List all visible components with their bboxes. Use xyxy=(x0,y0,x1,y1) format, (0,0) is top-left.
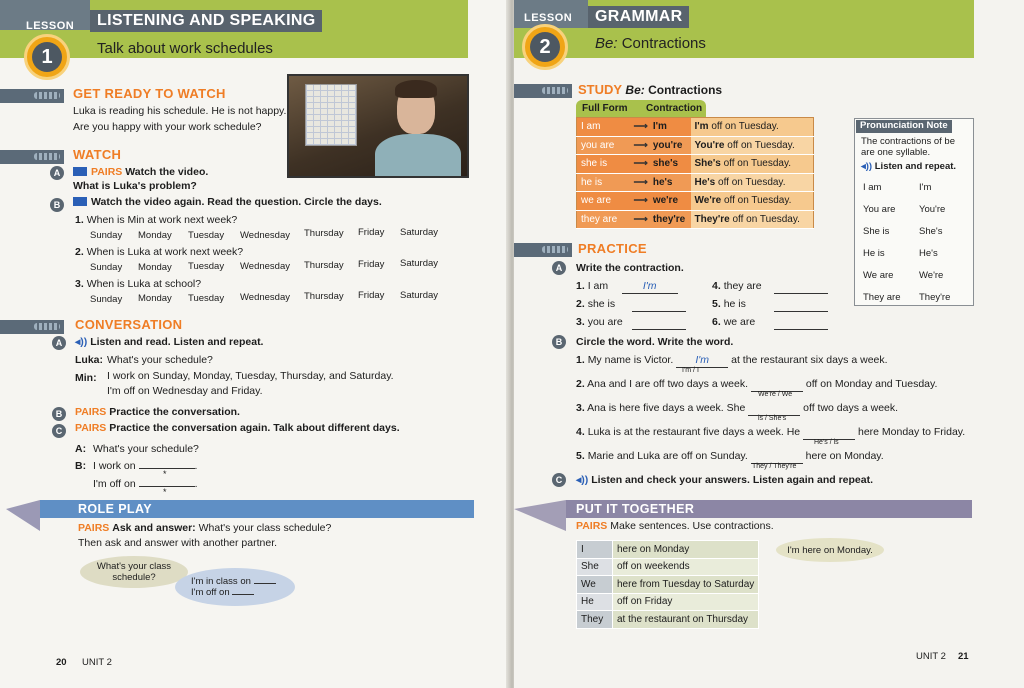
section-bar xyxy=(514,243,572,257)
pron-full: She is xyxy=(863,226,890,237)
pron-contr: He's xyxy=(919,248,938,259)
speaker-b: B: xyxy=(75,460,87,472)
day-saturday[interactable]: Saturday xyxy=(400,227,439,238)
practice-item: 3. you are xyxy=(576,316,686,330)
table-row: She off on weekends xyxy=(577,558,759,576)
person-body-image xyxy=(375,134,461,178)
lesson-subtitle: Talk about work schedules xyxy=(97,40,273,57)
table-row: I here on Monday xyxy=(577,541,759,559)
speaker-luka: Luka: xyxy=(75,354,104,366)
study-table-header xyxy=(576,100,706,117)
table-row: she is ⟶ she's She's off on Tuesday. xyxy=(577,155,814,174)
left-page xyxy=(0,0,510,688)
b-line-1: I work on . xyxy=(93,460,198,472)
day-wednesday[interactable]: Wednesday xyxy=(240,261,290,272)
day-thursday[interactable]: Thursday xyxy=(304,228,344,239)
role-play-heading: ROLE PLAY xyxy=(78,502,152,516)
page-number: 20 xyxy=(56,657,67,668)
pronunciation-text-2: are one syllable. xyxy=(861,147,931,158)
pronunciation-note xyxy=(854,118,974,306)
practice-b-item-5: 5. Marie and Luka are off on Sunday. here on Monday. xyxy=(576,450,884,462)
watch-heading: WATCH xyxy=(73,147,122,162)
table-row: He off on Friday xyxy=(577,593,759,611)
watch-a-text: Watch the video. xyxy=(125,166,209,178)
section-bar xyxy=(0,150,64,164)
practice-b-item-1: 1. My name is Victor. I'm at the restaurant six days a week. xyxy=(576,354,888,366)
video-still-photo xyxy=(287,74,469,178)
day-wednesday[interactable]: Wednesday xyxy=(240,292,290,303)
conversation-a-line: ◂)) Listen and read. Listen and repeat. xyxy=(75,336,264,348)
answer-blank[interactable] xyxy=(632,298,686,312)
luka-line: What's your schedule? xyxy=(107,354,213,366)
role-play-arrow xyxy=(6,500,40,531)
put-it-together-table xyxy=(576,540,759,629)
table-row: They at the restaurant on Thursday xyxy=(577,611,759,629)
min-line-2: I'm off on Wednesday and Friday. xyxy=(107,385,263,397)
get-ready-line1: Luka is reading his schedule. He is not happy. xyxy=(73,105,287,117)
pron-full: We are xyxy=(863,270,894,281)
watch-question-1: 1. When is Min at work next week? xyxy=(75,214,238,226)
b-line-2: I'm off on . xyxy=(93,478,198,490)
schedule-sheet-image xyxy=(305,84,357,146)
table-row: I am ⟶ I'm I'm off on Tuesday. xyxy=(577,118,814,137)
lesson-title: GRAMMAR xyxy=(588,6,689,28)
get-ready-line2: Are you happy with your work schedule? xyxy=(73,121,262,133)
day-friday[interactable]: Friday xyxy=(358,259,385,270)
video-icon xyxy=(73,197,87,206)
item-badge-b: B xyxy=(52,407,66,421)
item-badge-a: A xyxy=(50,166,64,180)
handwritten-answer: I'm xyxy=(642,280,657,292)
day-monday[interactable]: Monday xyxy=(138,262,172,273)
bubble-line-1: I'm in class on xyxy=(191,576,276,587)
conversation-b-line: PAIRS Practice the conversation. xyxy=(75,406,240,418)
day-thursday[interactable]: Thursday xyxy=(304,291,344,302)
word-options[interactable]: is / She's xyxy=(758,415,787,422)
pronunciation-listen: ◂)) Listen and repeat. xyxy=(861,161,957,172)
practice-b-item-4: 4. Luka is at the restaurant five days a week. He here Monday to Friday. xyxy=(576,426,966,438)
table-row: you are ⟶ you're You're off on Tuesday. xyxy=(577,136,814,155)
word-options[interactable]: They / They're xyxy=(752,463,797,470)
person-hair-image xyxy=(395,80,437,98)
pron-contr: She's xyxy=(919,226,943,237)
practice-b-text: Circle the word. Write the word. xyxy=(576,336,734,348)
audio-icon[interactable]: ◂)) xyxy=(75,336,88,348)
answer-blank[interactable] xyxy=(774,298,828,312)
role-play-line1: PAIRS Ask and answer: What's your class schedule? xyxy=(78,522,332,534)
day-tuesday[interactable]: Tuesday xyxy=(188,230,225,241)
min-line-1: I work on Sunday, Monday, Tuesday, Thursday, and Saturday. xyxy=(107,370,394,382)
lesson-label: LESSON xyxy=(26,20,75,32)
watch-a-line xyxy=(73,166,208,179)
study-heading: STUDY Be: Contractions xyxy=(578,82,723,97)
handwritten-answer: I'm xyxy=(695,354,710,366)
get-ready-heading: GET READY TO WATCH xyxy=(73,86,226,101)
day-tuesday[interactable]: Tuesday xyxy=(188,261,225,272)
practice-a-text: Write the contraction. xyxy=(576,262,684,274)
lesson-number: 1 xyxy=(32,42,62,72)
watch-a-question: What is Luka's problem? xyxy=(73,180,197,192)
day-saturday[interactable]: Saturday xyxy=(400,290,439,301)
word-options[interactable]: I'm / I xyxy=(682,367,699,374)
practice-item: 2. she is xyxy=(576,298,686,312)
day-thursday[interactable]: Thursday xyxy=(304,260,344,271)
put-it-together-arrow xyxy=(514,500,566,531)
col-full-form: Full Form xyxy=(582,103,628,114)
unit-label: UNIT 2 xyxy=(82,657,112,668)
watch-question-3: 3. When is Luka at school? xyxy=(75,278,202,290)
word-options[interactable]: He's / is xyxy=(814,439,839,446)
star-mark: * xyxy=(163,487,167,497)
audio-icon[interactable]: ◂)) xyxy=(576,474,589,486)
day-tuesday[interactable]: Tuesday xyxy=(188,293,225,304)
pairs-label: PAIRS xyxy=(91,166,123,178)
lesson-number-badge xyxy=(522,24,568,70)
conversation-c-line: PAIRS Practice the conversation again. Talk about different days. xyxy=(75,422,400,434)
watch-b-line xyxy=(73,196,382,209)
answer-blank[interactable] xyxy=(632,316,686,330)
pronunciation-text-1: The contractions of be xyxy=(861,136,955,147)
pron-full: He is xyxy=(863,248,885,259)
table-row: they are ⟶ they're They're off on Tuesday. xyxy=(577,210,814,229)
practice-c-line: ◂)) Listen and check your answers. Listen again and repeat. xyxy=(576,474,874,486)
lesson-subtitle: Be: Contractions xyxy=(595,35,706,52)
item-badge-c: C xyxy=(552,473,566,487)
day-wednesday[interactable]: Wednesday xyxy=(240,230,290,241)
pron-contr: We're xyxy=(919,270,944,281)
page-number: 21 xyxy=(958,651,969,662)
answer-blank[interactable] xyxy=(774,280,828,294)
day-sunday[interactable]: Sunday xyxy=(90,230,123,241)
practice-item: 1. I am I'm xyxy=(576,280,678,294)
role-play-line2: Then ask and answer with another partner. xyxy=(78,537,278,549)
word-options[interactable]: We're / We xyxy=(758,391,793,398)
video-icon xyxy=(73,167,87,176)
put-it-together-instr: PAIRS Make sentences. Use contractions. xyxy=(576,520,774,532)
speech-bubble-example: I'm here on Monday. xyxy=(776,538,884,562)
study-table xyxy=(576,117,814,229)
a-line: What's your schedule? xyxy=(93,443,199,455)
practice-heading: PRACTICE xyxy=(578,241,647,256)
lesson-title: LISTENING AND SPEAKING xyxy=(90,10,322,32)
speaker-a: A: xyxy=(75,443,87,455)
speech-bubble-question: What's your class schedule? xyxy=(80,556,188,588)
table-row: we are ⟶ we're We're off on Tuesday. xyxy=(577,192,814,211)
answer-blank[interactable] xyxy=(774,316,828,330)
put-it-together-heading: PUT IT TOGETHER xyxy=(576,502,695,516)
pron-full: I am xyxy=(863,182,882,193)
item-badge-a: A xyxy=(52,336,66,350)
pron-full: You are xyxy=(863,204,896,215)
day-sunday[interactable]: Sunday xyxy=(90,294,123,305)
day-saturday[interactable]: Saturday xyxy=(400,258,439,269)
section-bar xyxy=(0,320,64,334)
section-bar xyxy=(514,84,572,98)
pron-contr: They're xyxy=(919,292,951,303)
unit-label: UNIT 2 xyxy=(916,651,946,662)
lesson-number-badge xyxy=(24,34,70,80)
table-row: We here from Tuesday to Saturday xyxy=(577,576,759,594)
item-badge-b: B xyxy=(50,198,64,212)
item-badge-b: B xyxy=(552,335,566,349)
speaker-min: Min: xyxy=(75,372,97,384)
day-friday[interactable]: Friday xyxy=(358,290,385,301)
lesson-number: 2 xyxy=(530,32,560,62)
section-bar xyxy=(0,89,64,103)
pron-contr: I'm xyxy=(919,182,932,193)
day-monday[interactable]: Monday xyxy=(138,230,172,241)
day-sunday[interactable]: Sunday xyxy=(90,262,123,273)
conversation-heading: CONVERSATION xyxy=(75,317,183,332)
item-badge-c: C xyxy=(52,424,66,438)
pron-full: They are xyxy=(863,292,901,303)
star-mark: * xyxy=(163,469,167,479)
pron-contr: You're xyxy=(919,204,946,215)
table-row: he is ⟶ he's He's off on Tuesday. xyxy=(577,173,814,192)
col-contraction: Contraction xyxy=(646,103,703,114)
audio-icon[interactable]: ◂)) xyxy=(861,161,873,172)
speech-bubble-answer xyxy=(175,568,295,606)
bubble-line-2: I'm off on xyxy=(191,587,254,598)
day-monday[interactable]: Monday xyxy=(138,293,172,304)
practice-item: 5. he is xyxy=(712,298,828,312)
watch-question-2: 2. When is Luka at work next week? xyxy=(75,246,244,258)
practice-item: 4. they are xyxy=(712,280,828,294)
lesson-label: LESSON xyxy=(524,12,573,24)
practice-item: 6. we are xyxy=(712,316,828,330)
practice-b-item-3: 3. Ana is here five days a week. She off two days a week. xyxy=(576,402,899,414)
item-badge-a: A xyxy=(552,261,566,275)
watch-b-text: Watch the video again. Read the question. Circle the days. xyxy=(91,196,382,208)
practice-b-item-2: 2. Ana and I are off two days a week. off on Monday and Tuesday. xyxy=(576,378,938,390)
pronunciation-title: Pronunciation Note xyxy=(856,120,952,133)
day-friday[interactable]: Friday xyxy=(358,227,385,238)
